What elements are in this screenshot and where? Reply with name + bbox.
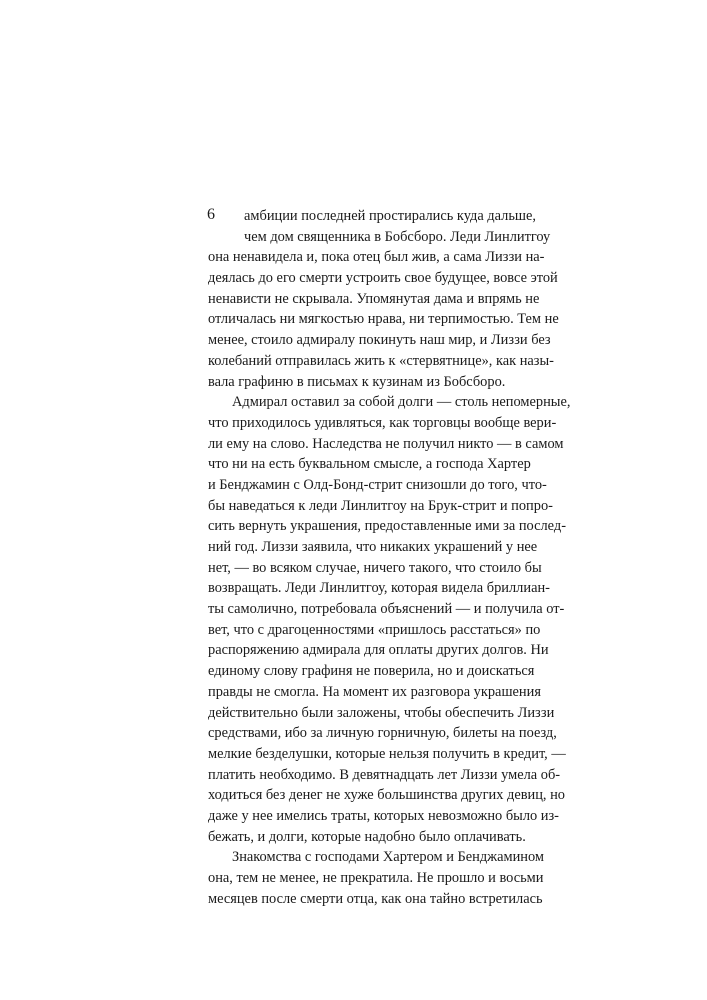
text-line: месяцев после смерти отца, как она тайно встретилась bbox=[208, 890, 543, 907]
text-line: отличалась ни мягкостью нрава, ни терпимостью. Тем не bbox=[208, 311, 559, 328]
text-line: она, тем не менее, не прекратила. Не прошло и восьми bbox=[208, 870, 544, 886]
text-line: и Бенджамин с Олд-Бонд-стрит снизошли до того, что- bbox=[208, 476, 547, 493]
page-number: 6 bbox=[207, 206, 215, 223]
text-line: возвращать. Леди Линлитгоу, которая видела бриллиан- bbox=[208, 580, 550, 597]
text-line: ненависти не скрывала. Упомянутая дама и впрямь не bbox=[208, 290, 540, 307]
text-line: амбиции последней простирались куда дальше, bbox=[244, 208, 536, 224]
text-line: ты самолично, потребовала объяснений — и получила от- bbox=[208, 601, 565, 618]
text-line: она ненавидела и, пока отец был жив, а сама Лиззи на- bbox=[208, 249, 545, 266]
text-line: деялась до его смерти устроить свое будущее, вовсе этой bbox=[208, 270, 558, 287]
text-line: Знакомства с господами Хартером и Бенджамином bbox=[232, 849, 545, 866]
text-line: бежать, и долги, которые надобно было оплачивать. bbox=[208, 828, 526, 845]
text-line: ний год. Лиззи заявила, что никаких украшений у нее bbox=[208, 539, 538, 555]
text-line: сить вернуть украшения, предоставленные ими за послед- bbox=[208, 518, 566, 535]
text-line: правды не смогла. На момент их разговора украшения bbox=[208, 683, 541, 700]
text-line: ходиться без денег не хуже большинства других девиц, но bbox=[208, 787, 565, 804]
body-text bbox=[208, 206, 571, 909]
text-line: что приходилось удивляться, как торговцы вообще вери- bbox=[208, 414, 557, 431]
text-line: нет, — во всяком случае, ничего такого, что стоило бы bbox=[208, 559, 542, 576]
text-line: Адмирал оставил за собой долги — столь непомерные, bbox=[232, 394, 571, 411]
text-line: ли ему на слово. Наследства не получил никто — в самом bbox=[208, 435, 564, 452]
text-line: колебаний отправилась жить к «стервятнице», как назы- bbox=[208, 352, 554, 369]
text-line: распоряжению адмирала для оплаты других долгов. Ни bbox=[208, 642, 549, 659]
text-line: единому слову графиня не поверила, но и доискаться bbox=[208, 663, 535, 680]
text-line: менее, стоило адмиралу покинуть наш мир, и Лиззи без bbox=[208, 332, 551, 349]
text-line: действительно были заложены, чтобы обеспечить Лиззи bbox=[208, 704, 555, 721]
text-line: бы наведаться к леди Линлитгоу на Брук-стрит и попро- bbox=[208, 497, 553, 514]
text-line: даже у нее имелись траты, которых невозможно было из- bbox=[208, 807, 559, 824]
text-line: чем дом священника в Бобсборо. Леди Линлитгоу bbox=[244, 228, 551, 245]
text-line: вала графиню в письмах к кузинам из Бобсборо. bbox=[208, 373, 506, 390]
text-line: платить необходимо. В девятнадцать лет Лиззи умела об- bbox=[208, 766, 561, 783]
text-line: мелкие безделушки, которые нельзя получить в кредит, — bbox=[208, 745, 566, 762]
text-line: что ни на есть буквальном смысле, а господа Хартер bbox=[208, 456, 531, 473]
text-line: средствами, ибо за личную горничную, билеты на поезд, bbox=[208, 725, 557, 742]
text-line: вет, что с драгоценностями «пришлось расстаться» по bbox=[208, 621, 541, 638]
